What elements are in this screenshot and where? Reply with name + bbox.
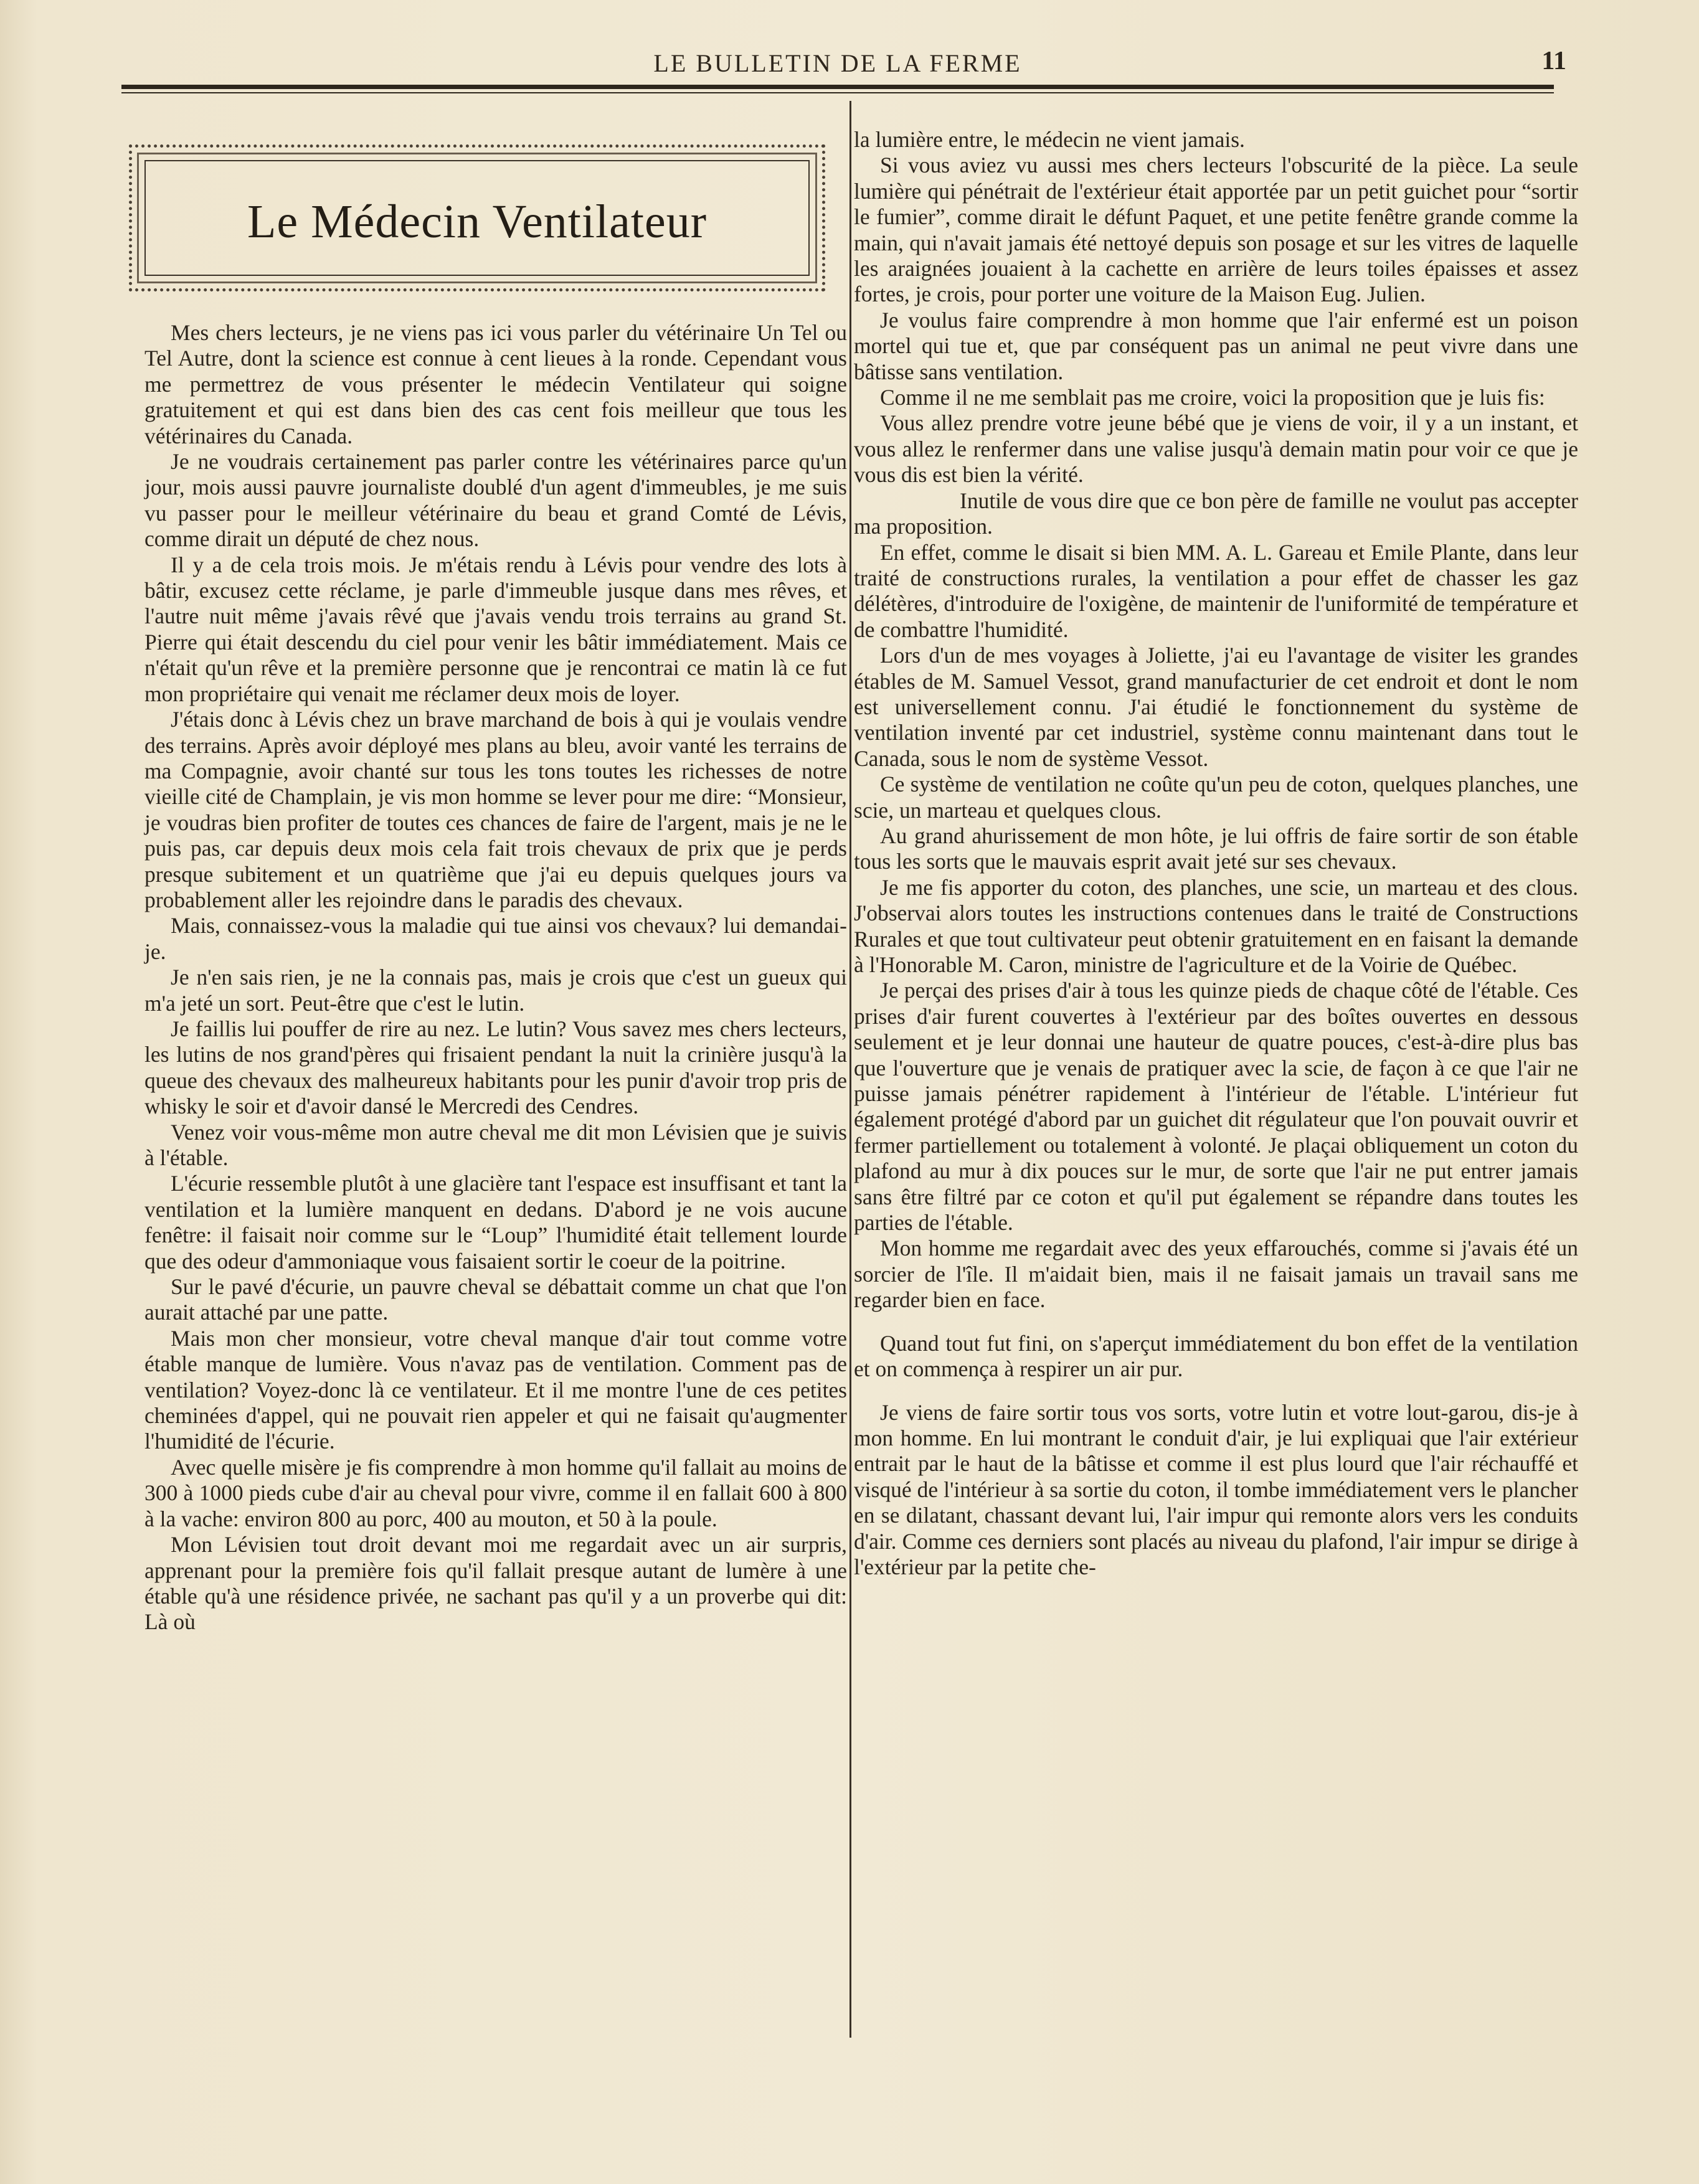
paragraph: Lors d'un de mes voyages à Joliette, j'ai eu l'avantage de visiter les grandes étables de M. Samuel Vessot, grand manufacturier de cet endroit et dont le nom est universellement connu. J'ai étudié le fonctionnement du système de ventilation inventé par cet industriel, système connu maintenant dans tout le Canada, sous le nom de système Vessot. bbox=[854, 643, 1578, 771]
paragraph: Je voulus faire comprendre à mon homme que l'air enfermé est un poison mortel qui tue et, que par conséquent pas un animal ne peut vivre dans une bâtisse sans ventilation. bbox=[854, 307, 1578, 384]
paragraph: Sur le pavé d'écurie, un pauvre cheval se débattait comme un chat que l'on aurait attaché par une patte. bbox=[144, 1274, 847, 1325]
page-number: 11 bbox=[1541, 47, 1566, 75]
paragraph: Comme il ne me semblait pas me croire, voici la proposition que je luis fis: bbox=[880, 385, 1545, 410]
paragraph: Je perçai des prises d'air à tous les quinze pieds de chaque côté de l'étable. Ces prises d'air furent couvertes à l'extérieur par des boîtes ouvertes en dessous seulement et je leur donnai une hauteur de quatre pouces, c'est-à-dire plus bas que l'ouverture que je venais de pratiquer avec la scie, de façon à ce que l'air ne puisse jamais pénétrer rapidement à l'intérieur de l'étable. L'intérieur fut également protégé d'abord par un guichet dit régulateur que l'on pouvait ouvrir et fermer partiellement ou totalement à volonté. Je plaçai obliquement un coton du plafond au mur à dix pouces sur le mur, de sorte que l'air ne put entrer jamais sans être filtré par ce coton et qu'il put également se répandre dans toutes les parties de l'étable. bbox=[854, 978, 1578, 1236]
paragraph: Je viens de faire sortir tous vos sorts, votre lutin et votre lout-garou, dis-je à mon homme. En lui montrant le conduit d'air, je lui expliquai que l'air extérieur entrait par le haut de la bâtisse et comme il est plus lourd que l'air réchauffé et visqué de l'intérieur à sa sortie du coton, il tombe immédiatement vers le plancher en se dilatant, chassant devant lui, l'air impur qui remonte alors vers les conduits d'air. Comme ces derniers sont placés au niveau du plafond, l'air impur se dirige à l'extérieur par la petite che- bbox=[854, 1399, 1578, 1579]
paragraph: Mais, connaissez-vous la maladie qui tue ainsi vos chevaux? lui demandai-je. bbox=[144, 913, 847, 964]
page-header bbox=[125, 47, 1566, 86]
paragraph: J'étais donc à Lévis chez un brave marchand de bois à qui je voulais vendre des terrains. Après avoir déployé mes plans au bleu, avoir vanté les terrains de ma Compagnie, avoir chanté sur tous les tons toutes les richesses de notre vieille cité de Champlain, je vis mon homme se lever pour me dire: “Monsieur, je voudras bien profiter de toutes ces chances de faire de l'argent, mais je ne le puis pas, car depuis deux mois cela fait trois chevaux de prix que je perds presque subitement et un quatrième que j'ai eu depuis quelques jours va probablement aller les rejoindre dans le paradis des chevaux. bbox=[144, 707, 847, 912]
paragraph: la lumière entre, le médecin ne vient jamais. bbox=[854, 127, 1245, 152]
paragraph: Inutile de vous dire que ce bon père de famille ne voulut pas accepter ma proposition. bbox=[854, 488, 1578, 539]
paragraph: Je faillis lui pouffer de rire au nez. Le lutin? Vous savez mes chers lecteurs, les lutins de nos grand'pères qui frisaient pendant la nuit la crinière jusqu'à la queue des chevaux des malheureux habitants pour les punir d'avoir trop pris de whisky le soir et d'avoir dansé le Mercredi des Cendres. bbox=[144, 1016, 847, 1119]
paragraph: Vous allez prendre votre jeune bébé que je viens de voir, il y a un instant, et vous allez le renfermer dans une valise jusqu'à demain matin pour voir ce que je vous dis est bien la vérité. bbox=[854, 410, 1578, 488]
left-column bbox=[144, 320, 847, 1635]
paragraph: Mes chers lecteurs, je ne viens pas ici vous parler du vétérinaire Un Tel ou Tel Autre, dont la science est connue à cent lieues à la ronde. Cependant vous me permettrez de vous présenter le médecin Ventilateur qui soigne gratuitement et qui est dans bien des cas cent fois meilleur que tous les vétérinaires du Canada. bbox=[144, 320, 847, 448]
paragraph: Je ne voudrais certainement pas parler contre les vétérinaires parce qu'un jour, mois aussi pauvre journaliste doublé d'un agent d'immeubles, je me suis vu passer pour le meilleur vétérinaire du beau et grand Comté de Lévis, comme dirait un député de chez nous. bbox=[144, 449, 847, 552]
paragraph: Il y a de cela trois mois. Je m'étais rendu à Lévis pour vendre des lots à bâtir, excusez cette réclame, je parle d'immeuble jusque dans mes rêves, et l'autre nuit même j'avais rêvé que j'avais vendu trois terrains au grand St. Pierre qui était descendu du ciel pour venir les bâtir immédiatement. Mais ce n'était qu'un rêve et la première personne que je rencontrai ce matin là ce fut mon propriétaire qui venait me réclamer deux mois de loyer. bbox=[144, 552, 847, 706]
header-rule-thick bbox=[121, 85, 1554, 89]
column-divider bbox=[850, 101, 851, 2038]
paragraph: Venez voir vous-même mon autre cheval me dit mon Lévisien que je suivis à l'étable. bbox=[144, 1119, 847, 1170]
paragraph: Au grand ahurissement de mon hôte, je lui offris de faire sortir de son étable tous les sorts que le mauvais esprit avait jeté sur ses chevaux. bbox=[854, 823, 1578, 874]
title-frame bbox=[129, 144, 825, 291]
paragraph: Ce système de ventilation ne coûte qu'un peu de coton, quelques planches, une scie, un marteau et quelques clous. bbox=[854, 772, 1578, 823]
right-column bbox=[854, 127, 1578, 1580]
paragraph: Je me fis apporter du coton, des planches, une scie, un marteau et des clous. J'observai alors toutes les instructions contenues dans le traité de Constructions Rurales et que tout cultivateur peut obtenir gratuitement en en faisant la demande à l'Honorable M. Caron, ministre de l'agriculture et de la Voirie de Québec. bbox=[854, 874, 1578, 977]
article-title: Le Médecin Ventilateur bbox=[247, 195, 708, 248]
paragraph: Quand tout fut fini, on s'aperçut immédiatement du bon effet de la ventilation et on commença à respirer un air pur. bbox=[854, 1330, 1578, 1382]
running-head: LE BULLETIN DE LA FERME bbox=[653, 49, 1022, 77]
paragraph: L'écurie ressemble plutôt à une glacière tant l'espace est insuffisant et tant la ventilation et la lumière manquent en dedans. D'abord je ne vois aucune fenêtre: il faisait noir comme sur le “Loup” l'humidité était tellement lourde que des odeur d'ammoniaque vous faisaient sortir le coeur de la poitrine. bbox=[144, 1171, 847, 1274]
paragraph: Si vous aviez vu aussi mes chers lecteurs l'obscurité de la pièce. La seule lumière qui pénétrait de l'extérieur était apportée par un petit guichet pour “sortir le fumier”, comme dirait le défunt Paquet, et une petite fenêtre grande comme la main, qui n'avait jamais été nettoyé depuis son posage et sur les vitres de laquelle les araignées jouaient à la cachette en arrière de leurs toiles épaisses et assez fortes, je crois, pour porter une voiture de la Maison Eug. Julien. bbox=[854, 153, 1578, 307]
paragraph: Mon homme me regardait avec des yeux effarouchés, comme si j'avais été un sorcier de l'île. Il m'aidait bien, mais il ne faisait jamais un travail sans me regarder bien en face. bbox=[854, 1236, 1578, 1313]
header-rule-thin bbox=[121, 92, 1554, 93]
paragraph: En effet, comme le disait si bien MM. A. L. Gareau et Emile Plante, dans leur traité de constructions rurales, la ventilation a pour effet de chasser les gaz délétères, d'introduire de l'oxigène, de maintenir de l'uniformité de température et de combattre l'humidité. bbox=[854, 539, 1578, 642]
paragraph: Mon Lévisien tout droit devant moi me regardait avec un air surpris, apprenant pour la première fois qu'il fallait presque autant de lumère à une étable qu'à une résidence privée, ne sachant pas qu'il y a un proverbe qui dit: Là où bbox=[144, 1532, 847, 1635]
paragraph: Je n'en sais rien, je ne la connais pas, mais je crois que c'est un gueux qui m'a jeté un sort. Peut-être que c'est le lutin. bbox=[144, 965, 847, 1016]
paragraph: Mais mon cher monsieur, votre cheval manque d'air tout comme votre étable manque de lumière. Vous n'avaz pas de ventilation. Comment pas de ventilation? Voyez-donc là ce ventilateur. Et il me montre l'une de ces petites cheminées d'appel, qui ne pouvait rien appeler et qui ne faisait qu'augmenter l'humidité de l'écurie. bbox=[144, 1325, 847, 1454]
paragraph: Avec quelle misère je fis comprendre à mon homme qu'il fallait au moins de 300 à 1000 pieds cube d'air au cheval pour vivre, comme il en fallait 600 à 800 à la vache: environ 800 au porc, 400 au mouton, et 50 à la poule. bbox=[144, 1454, 847, 1531]
